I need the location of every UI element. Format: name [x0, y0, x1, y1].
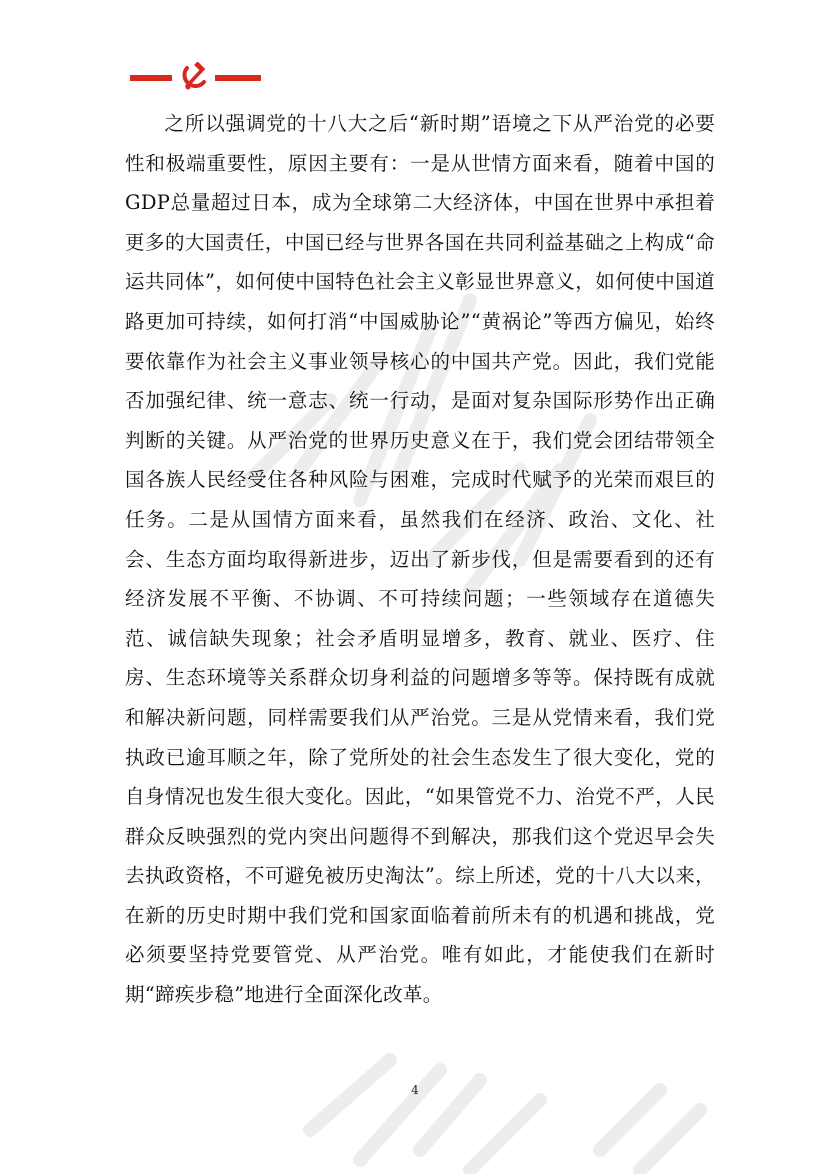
hammer-and-sickle-icon: [184, 62, 205, 90]
body-paragraph: [125, 104, 715, 1015]
emblem-right-bar: [215, 75, 261, 81]
watermark-stroke: [310, 1060, 540, 1170]
paragraph-text: 之所以强调党的十八大之后“新时期”语境之下从严治党的必要性和极端重要性，原因主要有：一是从世情方面来看，随着中国的GDP总量超过日本，成为全球第二大经济体，中国在世界中承担着更多的大国责任，中国已经与世界各国在共同利益基础之上构成“命运共同体”，如何使中国特色社会主义彰显世界意义，如何使中国道路更加可持续，如何打消“中国威胁论”“黄祸论”等西方偏见，始终要依靠作为社会主义事业领导核心的中国共产党。因此，我们党能否加强纪律、统一意志、统一行动，是面对复杂国际形势作出正确判断的关键。从严治党的世界历史意义在于，我们党会团结带领全国各族人民经受住各种风险与困难，完成时代赋予的光荣而艰巨的任务。二是从国情方面来看，虽然我们在经济、政治、文化、社会、生态方面均取得新进步，迈出了新步伐，但是需要看到的还有经济发展不平衡、不协调、不可持续问题；一些领域存在道德失范、诚信缺失现象；社会矛盾明显增多，教育、就业、医疗、住房、生态环境等关系群众切身利益的问题增多等等。保持既有成就和解决新问题，同样需要我们从严治党。三是从党情来看，我们党执政已逾耳顺之年，除了党所处的社会生态发生了很大变化，党的自身情况也发生很大变化。因此，“如果管党不力、治党不严，人民群众反映强烈的党内突出问题得不到解决，那我们这个党迟早会失去执政资格，不可避免被历史淘汰”。综上所述，党的十八大以来，在新的历史时期中我们党和国家面临着前所未有的机遇和挑战，党必须要坚持党要管党、从严治党。唯有如此，才能使我们在新时期“蹄疾步稳”地进行全面深化改革。: [125, 112, 715, 1007]
emblem-left-bar: [130, 75, 172, 81]
party-emblem-header: [130, 62, 264, 92]
page-number: 4: [411, 1083, 419, 1097]
watermark-stroke: [600, 1090, 700, 1170]
